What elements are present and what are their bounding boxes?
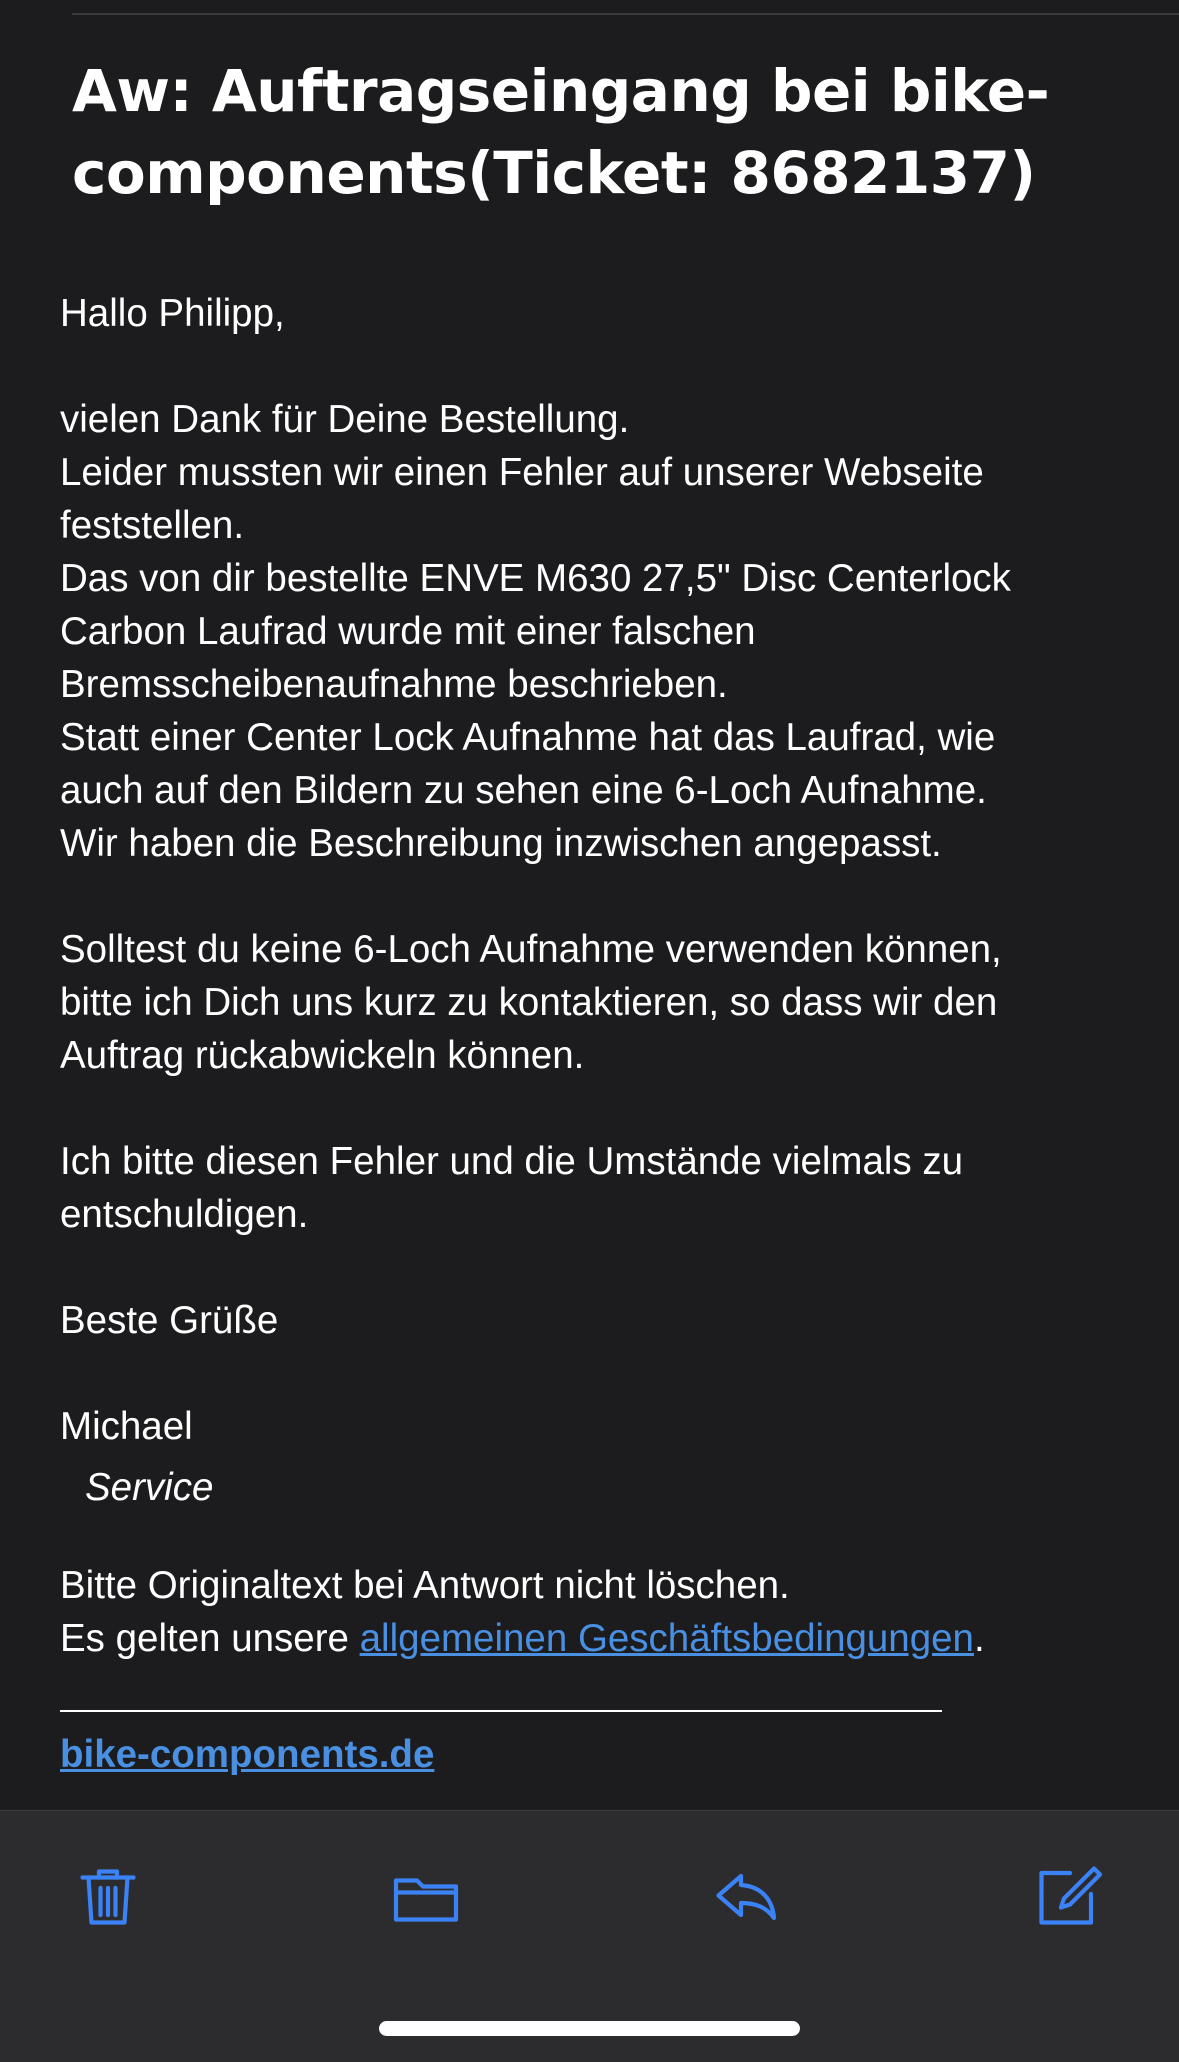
body-line: entschuldigen.	[60, 1193, 309, 1236]
body-line: Wir haben die Beschreibung inzwischen angepasst.	[60, 822, 942, 865]
body-line: vielen Dank für Deine Bestellung.	[60, 398, 630, 441]
top-divider	[72, 13, 1179, 15]
website-link[interactable]: bike-components.de	[60, 1733, 435, 1776]
email-body	[60, 287, 1140, 1781]
delete-button[interactable]	[68, 1857, 148, 1937]
body-line: Leider mussten wir einen Fehler auf unserer Webseite	[60, 451, 984, 494]
body-line: Solltest du keine 6-Loch Aufnahme verwenden können,	[60, 928, 1002, 971]
bottom-toolbar	[0, 1810, 1179, 2062]
reply-icon	[711, 1861, 783, 1933]
terms-suffix: .	[973, 1617, 985, 1660]
body-line: Bremsscheibenaufnahme beschrieben.	[60, 663, 728, 706]
body-line: bitte ich Dich uns kurz zu kontaktieren, so dass wir den	[60, 981, 998, 1024]
body-line: Carbon Laufrad wurde mit einer falschen	[60, 610, 756, 653]
body-line: Das von dir bestellte ENVE M630 27,5" Disc Centerlock	[60, 557, 1011, 600]
terms-prefix: Es gelten unsere	[60, 1617, 360, 1660]
email-subject	[72, 50, 1142, 214]
reply-button[interactable]	[707, 1857, 787, 1937]
folder-icon	[390, 1861, 462, 1933]
body-line: Ich bitte diesen Fehler und die Umstände vielmals zu	[60, 1140, 964, 1183]
body-line: feststellen.	[60, 504, 245, 547]
trash-icon	[72, 1861, 144, 1933]
signature-name: Michael	[60, 1405, 193, 1448]
subject-line-1: Aw: Auftragseingang bei bike-	[72, 57, 1050, 125]
signature-role: Service	[85, 1466, 214, 1509]
subject-line-2: components(Ticket: 8682137)	[72, 139, 1036, 207]
body-line: Auftrag rückabwickeln können.	[60, 1034, 585, 1077]
greeting: Hallo Philipp,	[60, 292, 285, 335]
body-line: auch auf den Bildern zu sehen eine 6-Loch Aufnahme.	[60, 769, 987, 812]
closing: Beste Grüße	[60, 1299, 279, 1342]
terms-link[interactable]: allgemeinen Geschäftsbedingungen	[359, 1617, 974, 1660]
compose-icon	[1031, 1861, 1103, 1933]
compose-button[interactable]	[1027, 1857, 1107, 1937]
signature-divider	[60, 1710, 942, 1712]
move-button[interactable]	[386, 1857, 466, 1937]
terms-line	[60, 1612, 1140, 1665]
body-line: Statt einer Center Lock Aufnahme hat das Laufrad, wie	[60, 716, 996, 759]
home-indicator[interactable]	[379, 2021, 800, 2036]
footer-note: Bitte Originaltext bei Antwort nicht löschen.	[60, 1564, 790, 1607]
